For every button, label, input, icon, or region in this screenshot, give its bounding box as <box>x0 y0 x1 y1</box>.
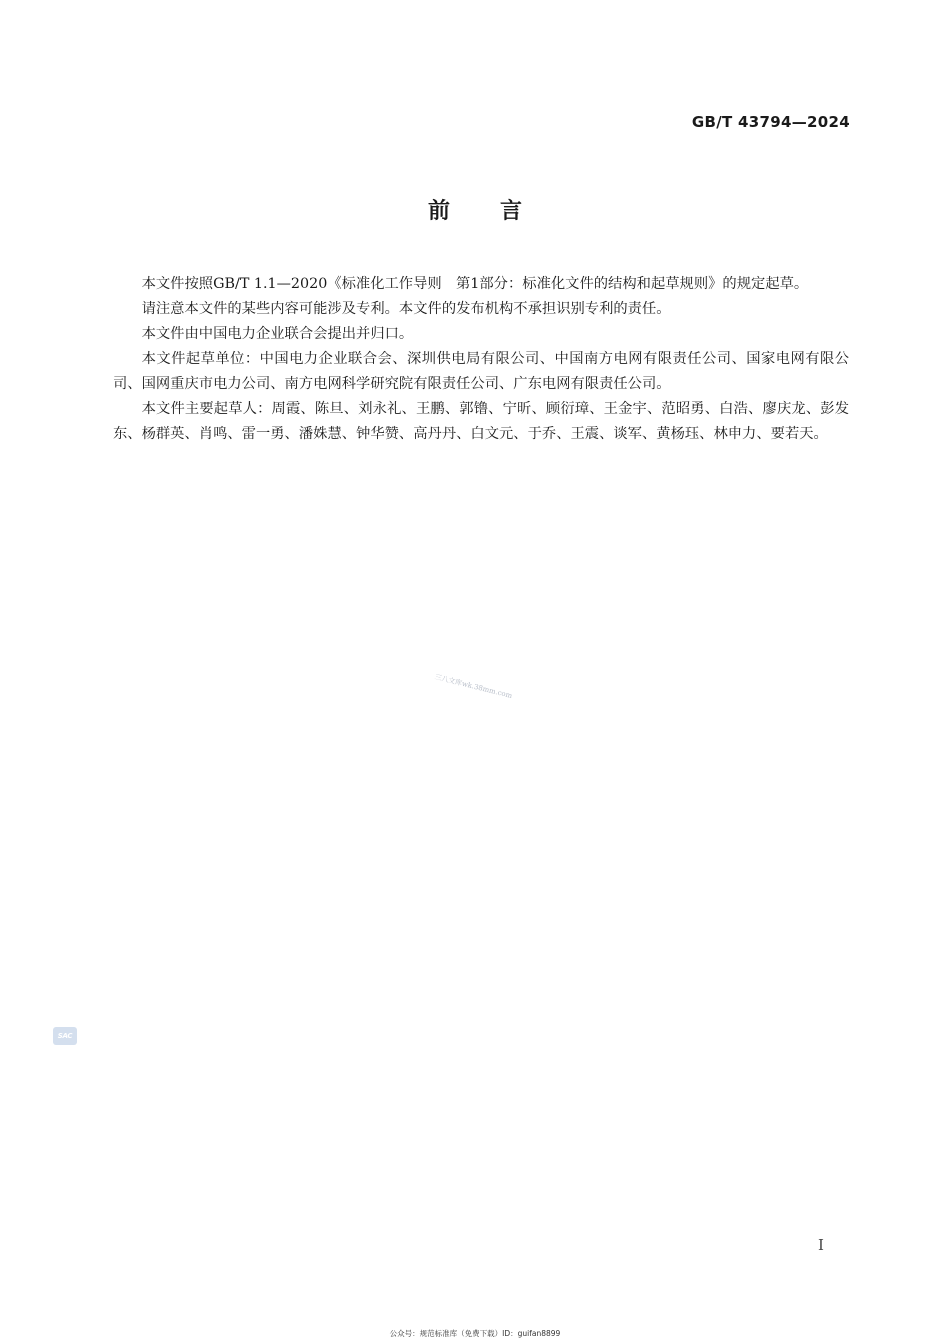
page-number: I <box>818 1236 824 1254</box>
paragraph-drafting-rules: 本文件按照GB/T 1.1—2020《标准化工作导则 第1部分：标准化文件的结构和起草规则》的规定起草。 <box>141 276 809 292</box>
paragraph-drafting-units: 本文件起草单位：中国电力企业联合会、深圳供电局有限公司、中国南方电网有限责任公司、国家电网有限公司、国网重庆市电力公司、南方电网科学研究院有限责任公司、广东电网有限责任公司。 <box>113 351 849 392</box>
paragraph-proposer: 本文件由中国电力企业联合会提出并归口。 <box>141 326 414 342</box>
watermark-text: 三八文库wk.38mm.com <box>433 672 514 700</box>
paragraph-drafters: 本文件主要起草人：周霞、陈旦、刘永礼、王鹏、郭镥、宁昕、顾衍璋、王金宇、范昭勇、白浩、廖庆龙、彭发东、杨群英、肖鸣、雷一勇、潘姝慧、钟华赞、高丹丹、白文元、于乔、王震、谈军、黄杨珏、林申力、要若天。 <box>113 401 849 442</box>
page-title: 前言 <box>427 199 572 224</box>
footer-note: 公众号：规范标准库（免费下载）ID：guifan8899 <box>389 1329 561 1338</box>
paragraph-patent-notice: 请注意本文件的某些内容可能涉及专利。本文件的发布机构不承担识别专利的责任。 <box>141 301 671 317</box>
sac-logo-icon: SAC <box>53 1027 77 1045</box>
standard-number: GB/T 43794—2024 <box>691 113 850 131</box>
foreword-body <box>113 272 849 447</box>
